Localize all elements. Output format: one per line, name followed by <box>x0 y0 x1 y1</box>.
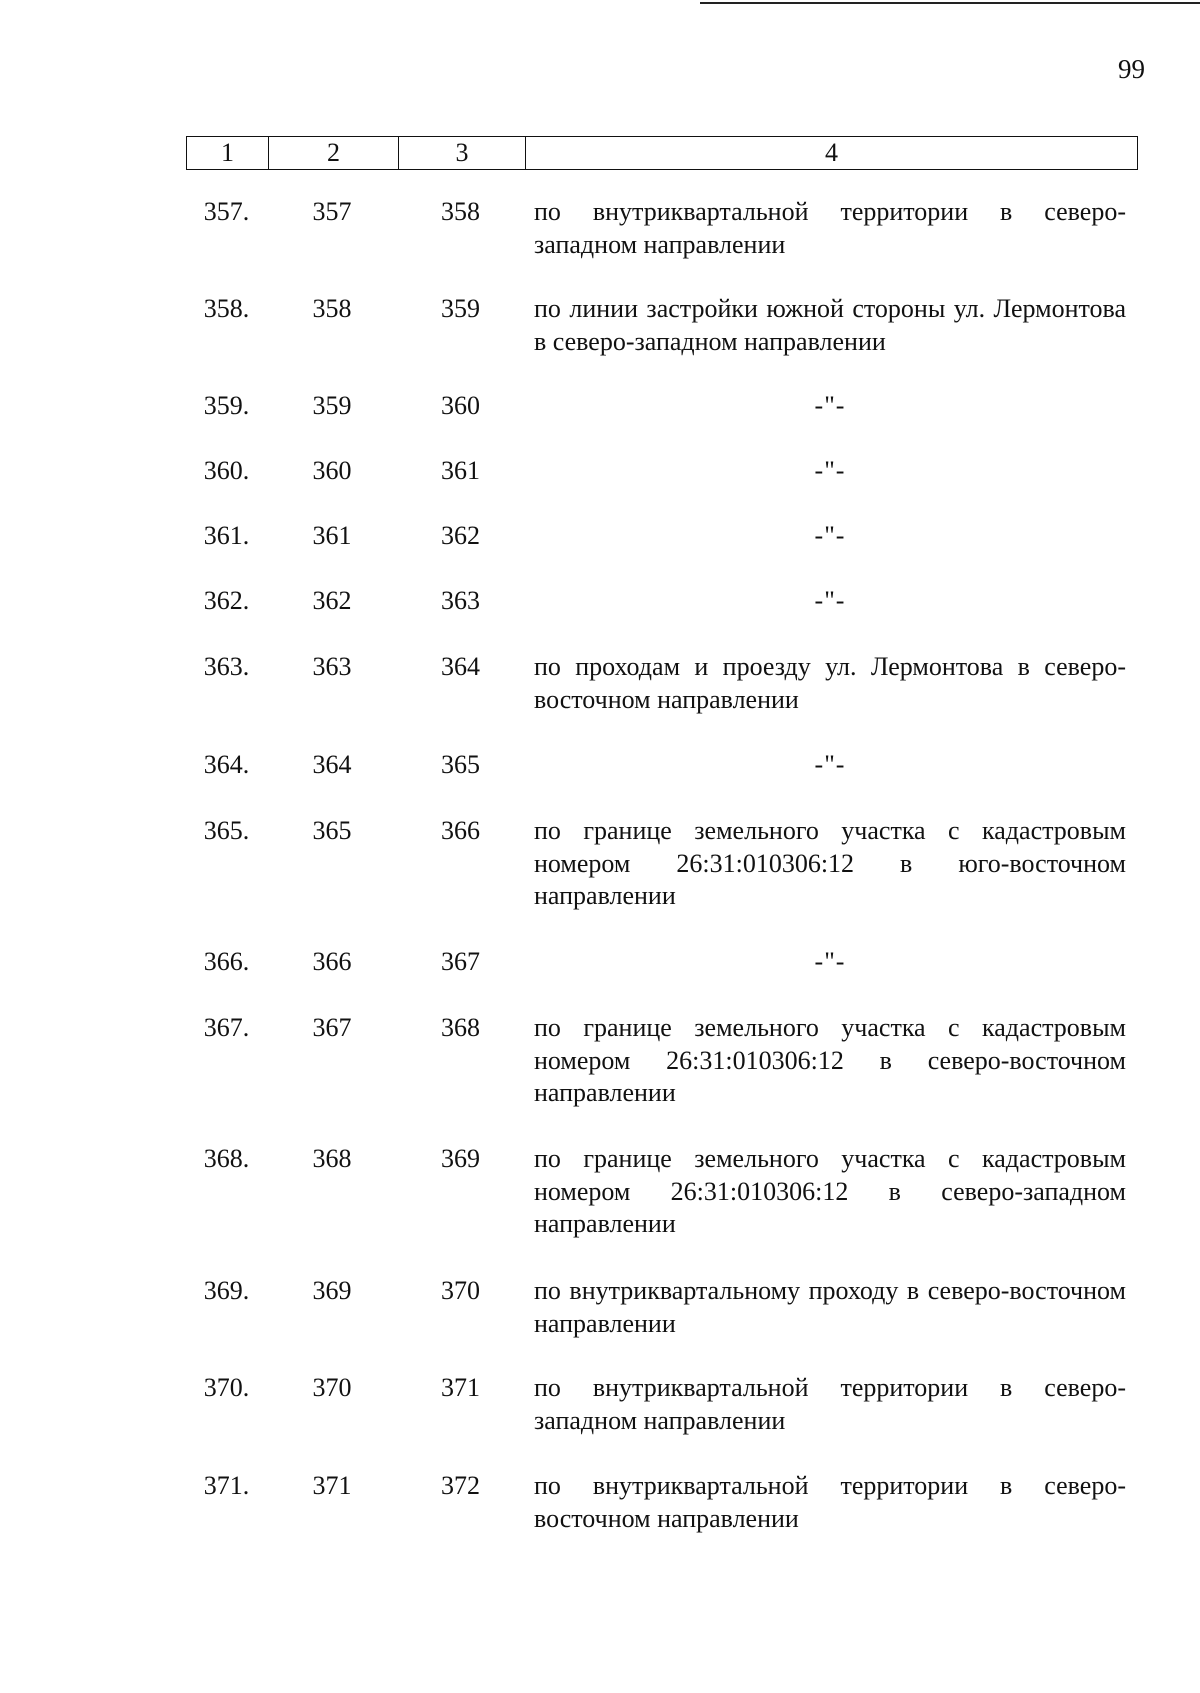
row-description-ditto: -"- <box>814 456 846 485</box>
point-to: 360 <box>441 391 480 420</box>
point-from: 360 <box>312 456 352 485</box>
point-from: 364 <box>312 750 352 779</box>
row-number: 367. <box>203 1013 250 1042</box>
point-from: 371 <box>312 1471 352 1500</box>
row-number: 369. <box>203 1276 250 1305</box>
point-from: 362 <box>312 586 352 615</box>
point-to: 370 <box>441 1276 480 1305</box>
row-number: 366. <box>203 947 250 976</box>
row-number: 371. <box>203 1471 250 1500</box>
row-number: 362. <box>203 586 250 615</box>
page-number: 99 <box>1118 54 1145 84</box>
row-description: по внутриквартальному проходу в северо-восточном направлении <box>534 1276 1126 1338</box>
row-description-ditto: -"- <box>814 586 846 615</box>
row-description: по линии застройки южной стороны ул. Лермонтова в северо-западном направлении <box>534 294 1126 356</box>
row-number: 370. <box>203 1373 250 1402</box>
point-from: 369 <box>312 1276 352 1305</box>
header-col-1: 1 <box>221 138 234 167</box>
point-from: 363 <box>312 652 352 681</box>
header-col-4: 4 <box>525 137 1137 169</box>
row-number: 364. <box>203 750 250 779</box>
row-description: по границе земельного участка с кадастровым номером 26:31:010306:12 в юго-восточном направлении <box>534 816 1126 910</box>
row-number: 357. <box>203 197 250 226</box>
table-header <box>186 136 1138 170</box>
point-from: 368 <box>312 1144 352 1173</box>
row-number: 368. <box>203 1144 250 1173</box>
row-description-ditto: -"- <box>814 947 846 976</box>
point-to: 364 <box>441 652 480 681</box>
row-description-ditto: -"- <box>814 521 846 550</box>
point-from: 358 <box>312 294 352 323</box>
row-description-ditto: -"- <box>814 750 846 779</box>
point-from: 370 <box>312 1373 352 1402</box>
point-to: 363 <box>441 586 480 615</box>
row-description-ditto: -"- <box>814 391 846 420</box>
point-to: 372 <box>441 1471 480 1500</box>
row-number: 358. <box>203 294 250 323</box>
header-col-3: 3 <box>398 137 525 169</box>
point-to: 361 <box>441 456 480 485</box>
row-description: по границе земельного участка с кадастровым номером 26:31:010306:12 в северо-восточном направлении <box>534 1013 1126 1107</box>
point-to: 367 <box>441 947 480 976</box>
point-to: 362 <box>441 521 480 550</box>
point-from: 361 <box>312 521 352 550</box>
row-description: по внутриквартальной территории в северо-западном направлении <box>534 1373 1126 1435</box>
row-description: по проходам и проезду ул. Лермонтова в северо-восточном направлении <box>534 652 1126 714</box>
point-to: 371 <box>441 1373 480 1402</box>
row-description: по внутриквартальной территории в северо-восточном направлении <box>534 1471 1126 1533</box>
row-number: 360. <box>203 456 250 485</box>
header-col-2: 2 <box>268 137 398 169</box>
row-number: 365. <box>203 816 250 845</box>
point-to: 359 <box>441 294 480 323</box>
point-from: 365 <box>312 816 352 845</box>
row-description: по внутриквартальной территории в северо-западном направлении <box>534 197 1126 259</box>
top-rule <box>700 2 1200 4</box>
row-description: по границе земельного участка с кадастровым номером 26:31:010306:12 в северо-западном направлении <box>534 1144 1126 1238</box>
row-number: 359. <box>203 391 250 420</box>
point-to: 368 <box>441 1013 480 1042</box>
point-from: 359 <box>312 391 352 420</box>
point-from: 367 <box>312 1013 352 1042</box>
point-to: 369 <box>441 1144 480 1173</box>
point-to: 365 <box>441 750 480 779</box>
point-from: 357 <box>312 197 352 226</box>
row-number: 363. <box>203 652 250 681</box>
row-number: 361. <box>203 521 250 550</box>
point-to: 358 <box>441 197 480 226</box>
point-to: 366 <box>441 816 480 845</box>
point-from: 366 <box>312 947 352 976</box>
